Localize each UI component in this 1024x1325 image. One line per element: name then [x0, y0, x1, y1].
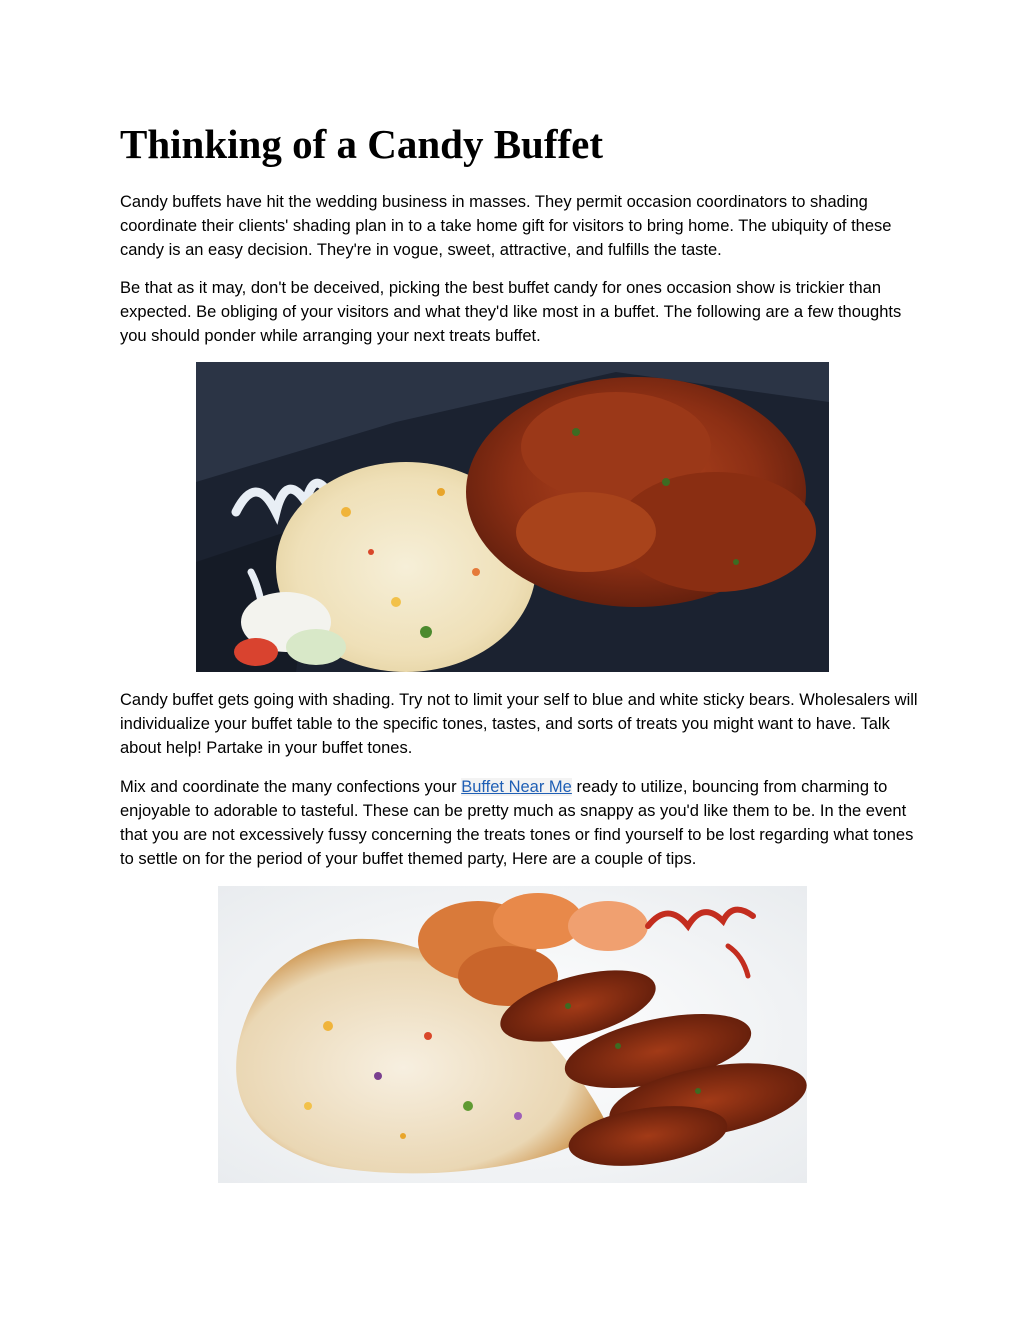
paragraph-mix-after: ready to utilize, bouncing from charming to enjoyable to adorable to tasteful. These can be pretty much as snappy as you'd like them to be. In the event that you are not excessively fussy concerning the treats tones or find yourself to be lost regarding what tones to settle on for the period of your buffet themed party, Here are a couple of tips.	[120, 778, 914, 868]
paragraph-mix-before: Mix and coordinate the many confections your	[120, 778, 462, 796]
omelette-and-kebab-photo	[218, 886, 807, 1183]
buffet-near-me-link[interactable]: Buffet Near Me	[461, 778, 572, 796]
paragraph-advice: Be that as it may, don't be deceived, picking the best buffet candy for ones occasion show is trickier than expected. Be obliging of your visitors and what they'd like most in a buffet. The following are a few thoughts you should ponder while arranging your next treats buffet.	[120, 279, 902, 345]
page-title: Thinking of a Candy Buffet	[120, 121, 604, 167]
rice-and-meat-photo	[196, 362, 829, 672]
paragraph-shading: Candy buffet gets going with shading. Try not to limit your self to blue and white sticky bears. Wholesalers will individualize your buffet table to the specific tones, tastes, and sorts of treats you might want to have. Talk about help! Partake in your buffet tones.	[120, 691, 918, 757]
paragraph-intro: Candy buffets have hit the wedding business in masses. They permit occasion coordinators to shading coordinate their clients' shading plan in to a take home gift for visitors to bring home. The ubiquity of these candy is an easy decision. They're in vogue, sweet, attractive, and fulfills the taste.	[120, 193, 892, 259]
paragraph-mix	[120, 775, 920, 871]
